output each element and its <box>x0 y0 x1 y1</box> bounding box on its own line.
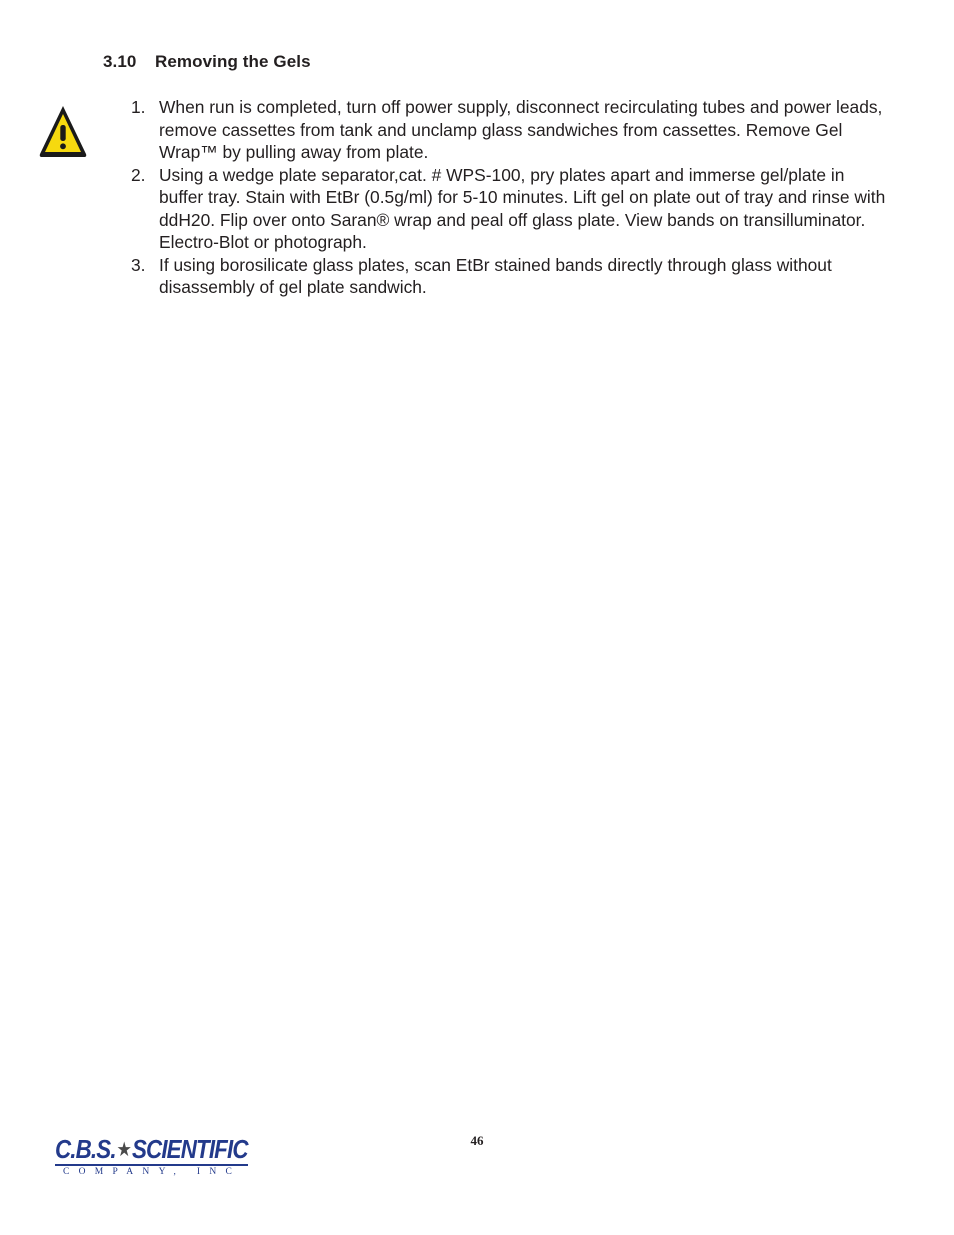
steps-list <box>131 96 891 299</box>
list-item <box>131 254 891 299</box>
section-title: Removing the Gels <box>155 52 311 71</box>
logo-subtitle: COMPANY, INC <box>63 1167 242 1177</box>
list-marker: 2. <box>131 164 146 185</box>
company-logo <box>55 1134 255 1182</box>
logo-right-text: SCIENTIFIC <box>131 1134 248 1164</box>
page-number: 46 <box>470 1133 484 1148</box>
list-item <box>131 96 891 164</box>
section-number: 3.10 <box>103 52 137 71</box>
step-text: If using borosilicate glass plates, scan EtBr stained bands directly through glass without disassembly of gel plate sandwich. <box>159 254 832 297</box>
logo-left-text: C.B.S. <box>55 1134 116 1164</box>
section-heading <box>103 52 311 72</box>
step-text: Using a wedge plate separator,cat. # WPS-100, pry plates apart and immerse gel/plate in buffer tray. Stain with EtBr (0.5g/ml) for 5-10 minutes. Lift gel on plate out of tray and rinse with ddH20. Flip over onto Saran® wrap and peal off glass plate. View bands on transilluminator. Electro-Blot or photograph. <box>159 164 886 252</box>
list-marker: 3. <box>131 254 146 275</box>
logo-wordmark <box>55 1134 248 1165</box>
warning-triangle-icon <box>37 103 89 159</box>
logo-divider <box>55 1164 248 1166</box>
step-text: When run is completed, turn off power supply, disconnect recirculating tubes and power leads, remove cassettes from tank and unclamp glass sandwiches from cassettes. Remove Gel Wrap™ by pulling away from plate. <box>159 97 883 162</box>
list-marker: 1. <box>131 97 146 117</box>
star-icon: ★ <box>116 1139 132 1161</box>
list-item <box>131 164 891 254</box>
